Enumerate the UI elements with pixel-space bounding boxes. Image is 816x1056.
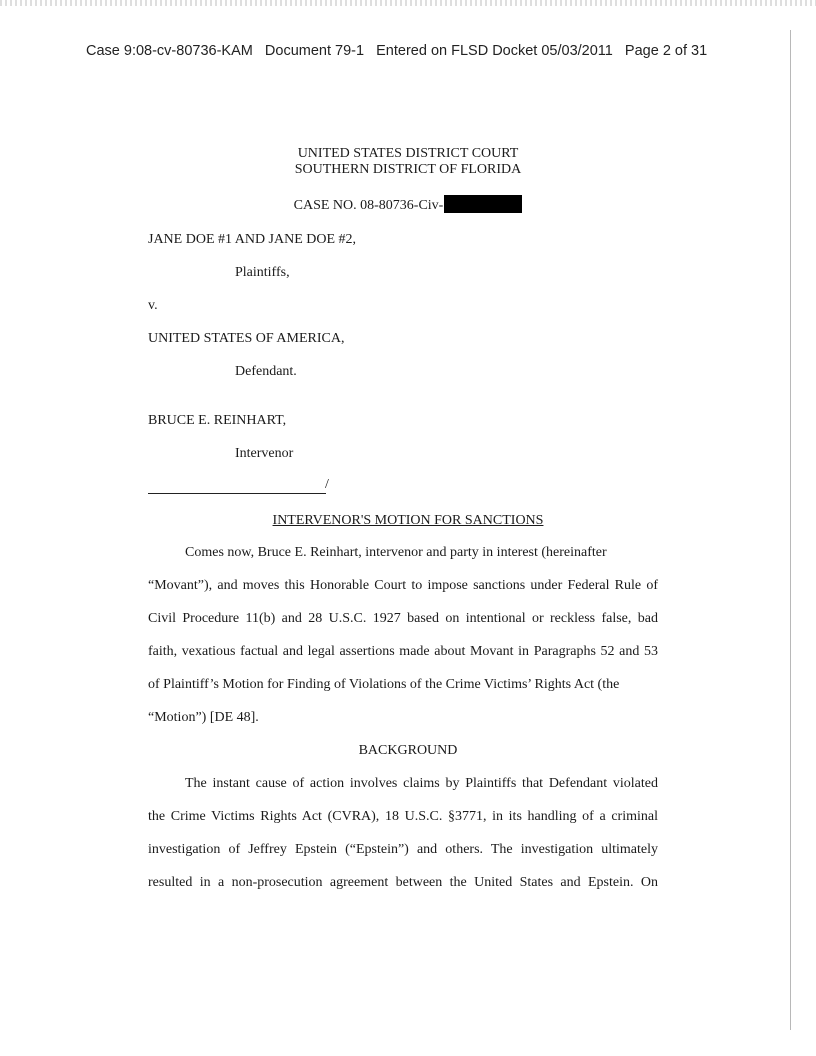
plaintiffs-names: JANE DOE #1 AND JANE DOE #2, [148,232,357,247]
background-line: the Crime Victims Rights Act (CVRA), 18 U.S.C. §3771, in its handling of a criminal [148,809,658,824]
intro-line: faith, vexatious factual and legal assertions made about Movant in Paragraphs 52 and 53 [148,644,658,659]
intro-line: “Movant”), and moves this Honorable Court to impose sanctions under Federal Rule of [148,578,658,593]
plaintiffs-role: Plaintiffs, [235,265,290,280]
intro-line: Civil Procedure 11(b) and 28 U.S.C. 1927 based on intentional or reckless false, bad [148,611,658,626]
defendant-name: UNITED STATES OF AMERICA, [148,331,345,346]
background-line: investigation of Jeffrey Epstein (“Epstein”) and others. The investigation ultimately [148,842,658,857]
redaction-box [444,195,522,213]
motion-title: INTERVENOR'S MOTION FOR SANCTIONS [272,513,544,528]
ecf-header: Case 9:08-cv-80736-KAM Document 79-1 Entered on FLSD Docket 05/03/2011 Page 2 of 31 [86,43,708,59]
intro-line: of Plaintiff’s Motion for Finding of Violations of the Crime Victims’ Rights Act (the [148,677,620,692]
scan-artifact-right [790,30,791,1030]
case-number [0,195,816,214]
intervenor-name: BRUCE E. REINHART, [148,413,287,428]
versus: v. [148,298,158,313]
court-district: SOUTHERN DISTRICT OF FLORIDA [294,162,522,177]
background-line: The instant cause of action involves claims by Plaintiffs that Defendant violated [185,776,658,791]
background-line: resulted in a non-prosecution agreement between the United States and Epstein. On [148,875,658,890]
caption-rule [148,493,326,494]
court-name: UNITED STATES DISTRICT COURT [297,146,519,161]
intro-line: Comes now, Bruce E. Reinhart, intervenor and party in interest (hereinafter [185,545,607,560]
caption-slash: / [325,477,329,492]
intervenor-role: Intervenor [235,446,294,461]
background-heading: BACKGROUND [358,743,458,758]
intro-line: “Motion”) [DE 48]. [148,710,259,725]
defendant-role: Defendant. [235,364,297,379]
scan-artifact-top [0,0,816,6]
case-number-text: CASE NO. 08-80736-Civ- [293,198,444,213]
